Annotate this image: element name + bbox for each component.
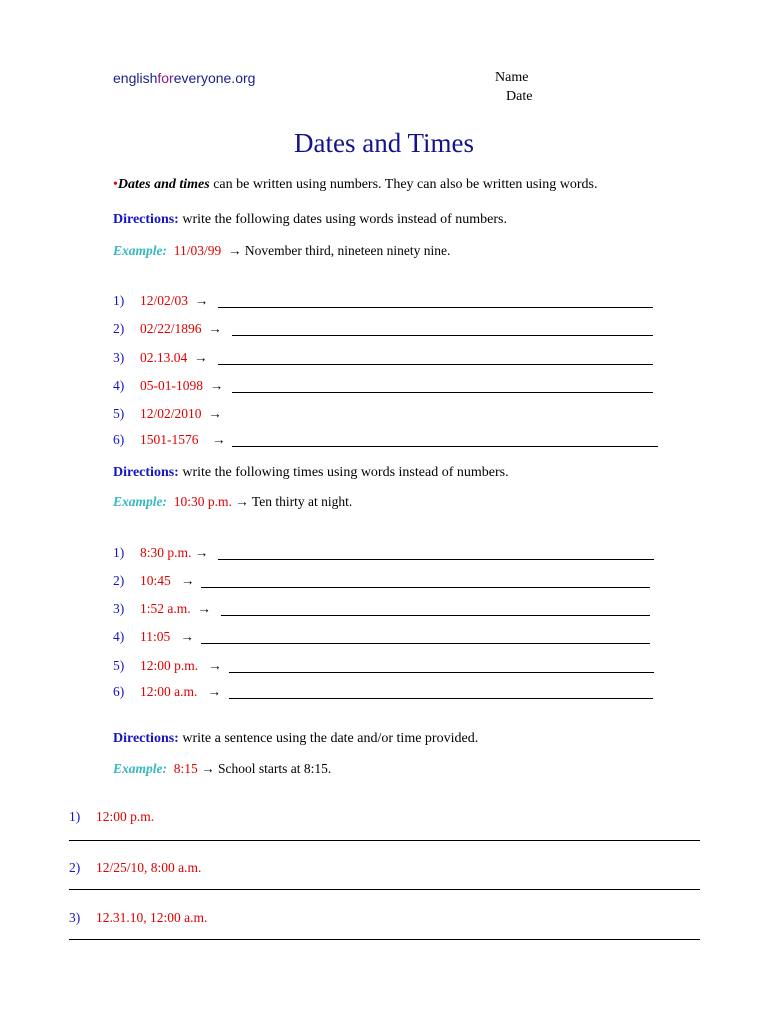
site-url-part2: for — [157, 70, 174, 86]
item-number: 3) — [69, 910, 81, 925]
item-number: 6) — [113, 684, 125, 699]
arrow-icon: → — [208, 321, 222, 336]
time-item — [113, 629, 194, 645]
directions-text: write the following dates using words instead of numbers. — [178, 212, 508, 227]
date-label: Date — [506, 89, 533, 104]
item-number: 3) — [113, 350, 125, 365]
directions-label: Directions: — [113, 731, 179, 746]
sentence-item — [69, 860, 201, 876]
answer-line[interactable] — [229, 672, 654, 673]
answer-line[interactable] — [69, 939, 700, 940]
name-label: Name — [495, 70, 529, 85]
answer-line[interactable] — [232, 335, 653, 336]
item-value: 02.13.04 — [140, 350, 188, 365]
example-value: 10:30 p.m. — [173, 494, 232, 509]
item-value: 12:00 a.m. — [140, 684, 198, 699]
page-title: Dates and Times — [293, 128, 474, 158]
date-item — [113, 432, 226, 448]
date-item — [113, 350, 208, 366]
item-value: 12/02/03 — [140, 293, 189, 308]
directions-sentences — [113, 731, 478, 747]
arrow-icon: → — [208, 406, 222, 421]
answer-line[interactable] — [69, 889, 700, 890]
directions-label: Directions: — [113, 465, 179, 480]
item-value: 12:00 p.m. — [140, 658, 199, 673]
item-number: 2) — [69, 860, 81, 875]
arrow-icon: → — [207, 684, 221, 699]
date-item — [113, 293, 208, 309]
example-times — [113, 494, 352, 510]
example-answer: School starts at 8:15. — [218, 761, 332, 776]
item-value: 12/25/10, 8:00 a.m. — [96, 860, 202, 875]
date-item — [113, 321, 222, 337]
arrow-icon: → — [180, 629, 194, 644]
site-url — [113, 70, 255, 86]
item-value: 02/22/1896 — [140, 321, 202, 336]
item-number: 6) — [113, 432, 125, 447]
answer-line[interactable] — [232, 446, 658, 447]
item-number: 1) — [69, 809, 81, 824]
item-number: 3) — [113, 601, 125, 616]
item-value: 10:45 — [140, 573, 171, 588]
date-item — [113, 406, 222, 422]
example-answer: Ten thirty at night. — [251, 494, 353, 509]
item-number: 2) — [113, 321, 125, 336]
time-item — [113, 573, 194, 589]
item-value: 12:00 p.m. — [96, 809, 155, 824]
answer-line[interactable] — [229, 698, 653, 699]
answer-line[interactable] — [218, 307, 653, 308]
sentence-item — [69, 910, 207, 926]
item-value: 11:05 — [140, 629, 171, 644]
arrow-icon: → — [180, 573, 195, 588]
answer-line[interactable] — [232, 392, 653, 393]
intro-text — [113, 177, 597, 193]
item-value: 1:52 a.m. — [140, 601, 191, 616]
date-item — [113, 378, 223, 394]
arrow-icon: → — [201, 761, 215, 776]
answer-line[interactable] — [69, 840, 700, 841]
item-number: 5) — [113, 406, 125, 421]
example-label: Example: — [113, 494, 167, 509]
item-value: 1501-1576 — [140, 432, 199, 447]
item-value: 12/02/2010 — [140, 406, 202, 421]
item-number: 1) — [113, 545, 125, 560]
time-item — [113, 658, 222, 674]
example-value: 11/03/99 — [173, 243, 222, 258]
item-number: 4) — [113, 378, 125, 393]
answer-line[interactable] — [218, 364, 653, 365]
item-number: 1) — [113, 293, 125, 308]
item-number: 2) — [113, 573, 125, 588]
item-number: 5) — [113, 658, 125, 673]
example-label: Example: — [113, 243, 167, 258]
example-answer: November third, nineteen ninety nine. — [244, 243, 451, 258]
answer-line[interactable] — [201, 643, 650, 644]
example-label: Example: — [113, 761, 167, 776]
time-item — [113, 601, 211, 617]
arrow-icon: → — [208, 658, 222, 673]
example-value: 8:15 — [173, 761, 198, 776]
arrow-icon: → — [212, 432, 226, 447]
answer-line[interactable] — [218, 559, 654, 560]
arrow-icon: → — [235, 494, 249, 509]
intro-emphasis: Dates and times — [117, 177, 210, 192]
arrow-icon: → — [209, 378, 224, 393]
item-value: 12.31.10, 12:00 a.m. — [96, 910, 208, 925]
time-item — [113, 545, 208, 561]
intro-body: can be written using numbers. They can also be written using words. — [209, 177, 598, 192]
arrow-icon: → — [197, 601, 211, 616]
answer-line[interactable] — [221, 615, 650, 616]
item-value: 05-01-1098 — [140, 378, 203, 393]
arrow-icon: → — [194, 350, 208, 365]
answer-line[interactable] — [201, 587, 650, 588]
directions-dates — [113, 212, 507, 228]
site-url-part1: english — [113, 70, 158, 86]
item-number: 4) — [113, 629, 125, 644]
directions-label: Directions: — [113, 212, 179, 227]
example-dates — [113, 243, 450, 259]
directions-times — [113, 465, 509, 481]
arrow-icon: → — [228, 243, 242, 258]
bullet: • — [113, 177, 118, 192]
arrow-icon: → — [194, 293, 209, 308]
site-url-part3: everyone.org — [173, 70, 256, 86]
sentence-item — [69, 809, 154, 825]
directions-text: write the following times using words instead of numbers. — [178, 465, 509, 480]
arrow-icon: → — [194, 545, 209, 560]
directions-text: write a sentence using the date and/or time provided. — [178, 731, 479, 746]
item-value: 8:30 p.m. — [140, 545, 192, 560]
time-item — [113, 684, 221, 700]
example-sentences — [113, 761, 331, 777]
